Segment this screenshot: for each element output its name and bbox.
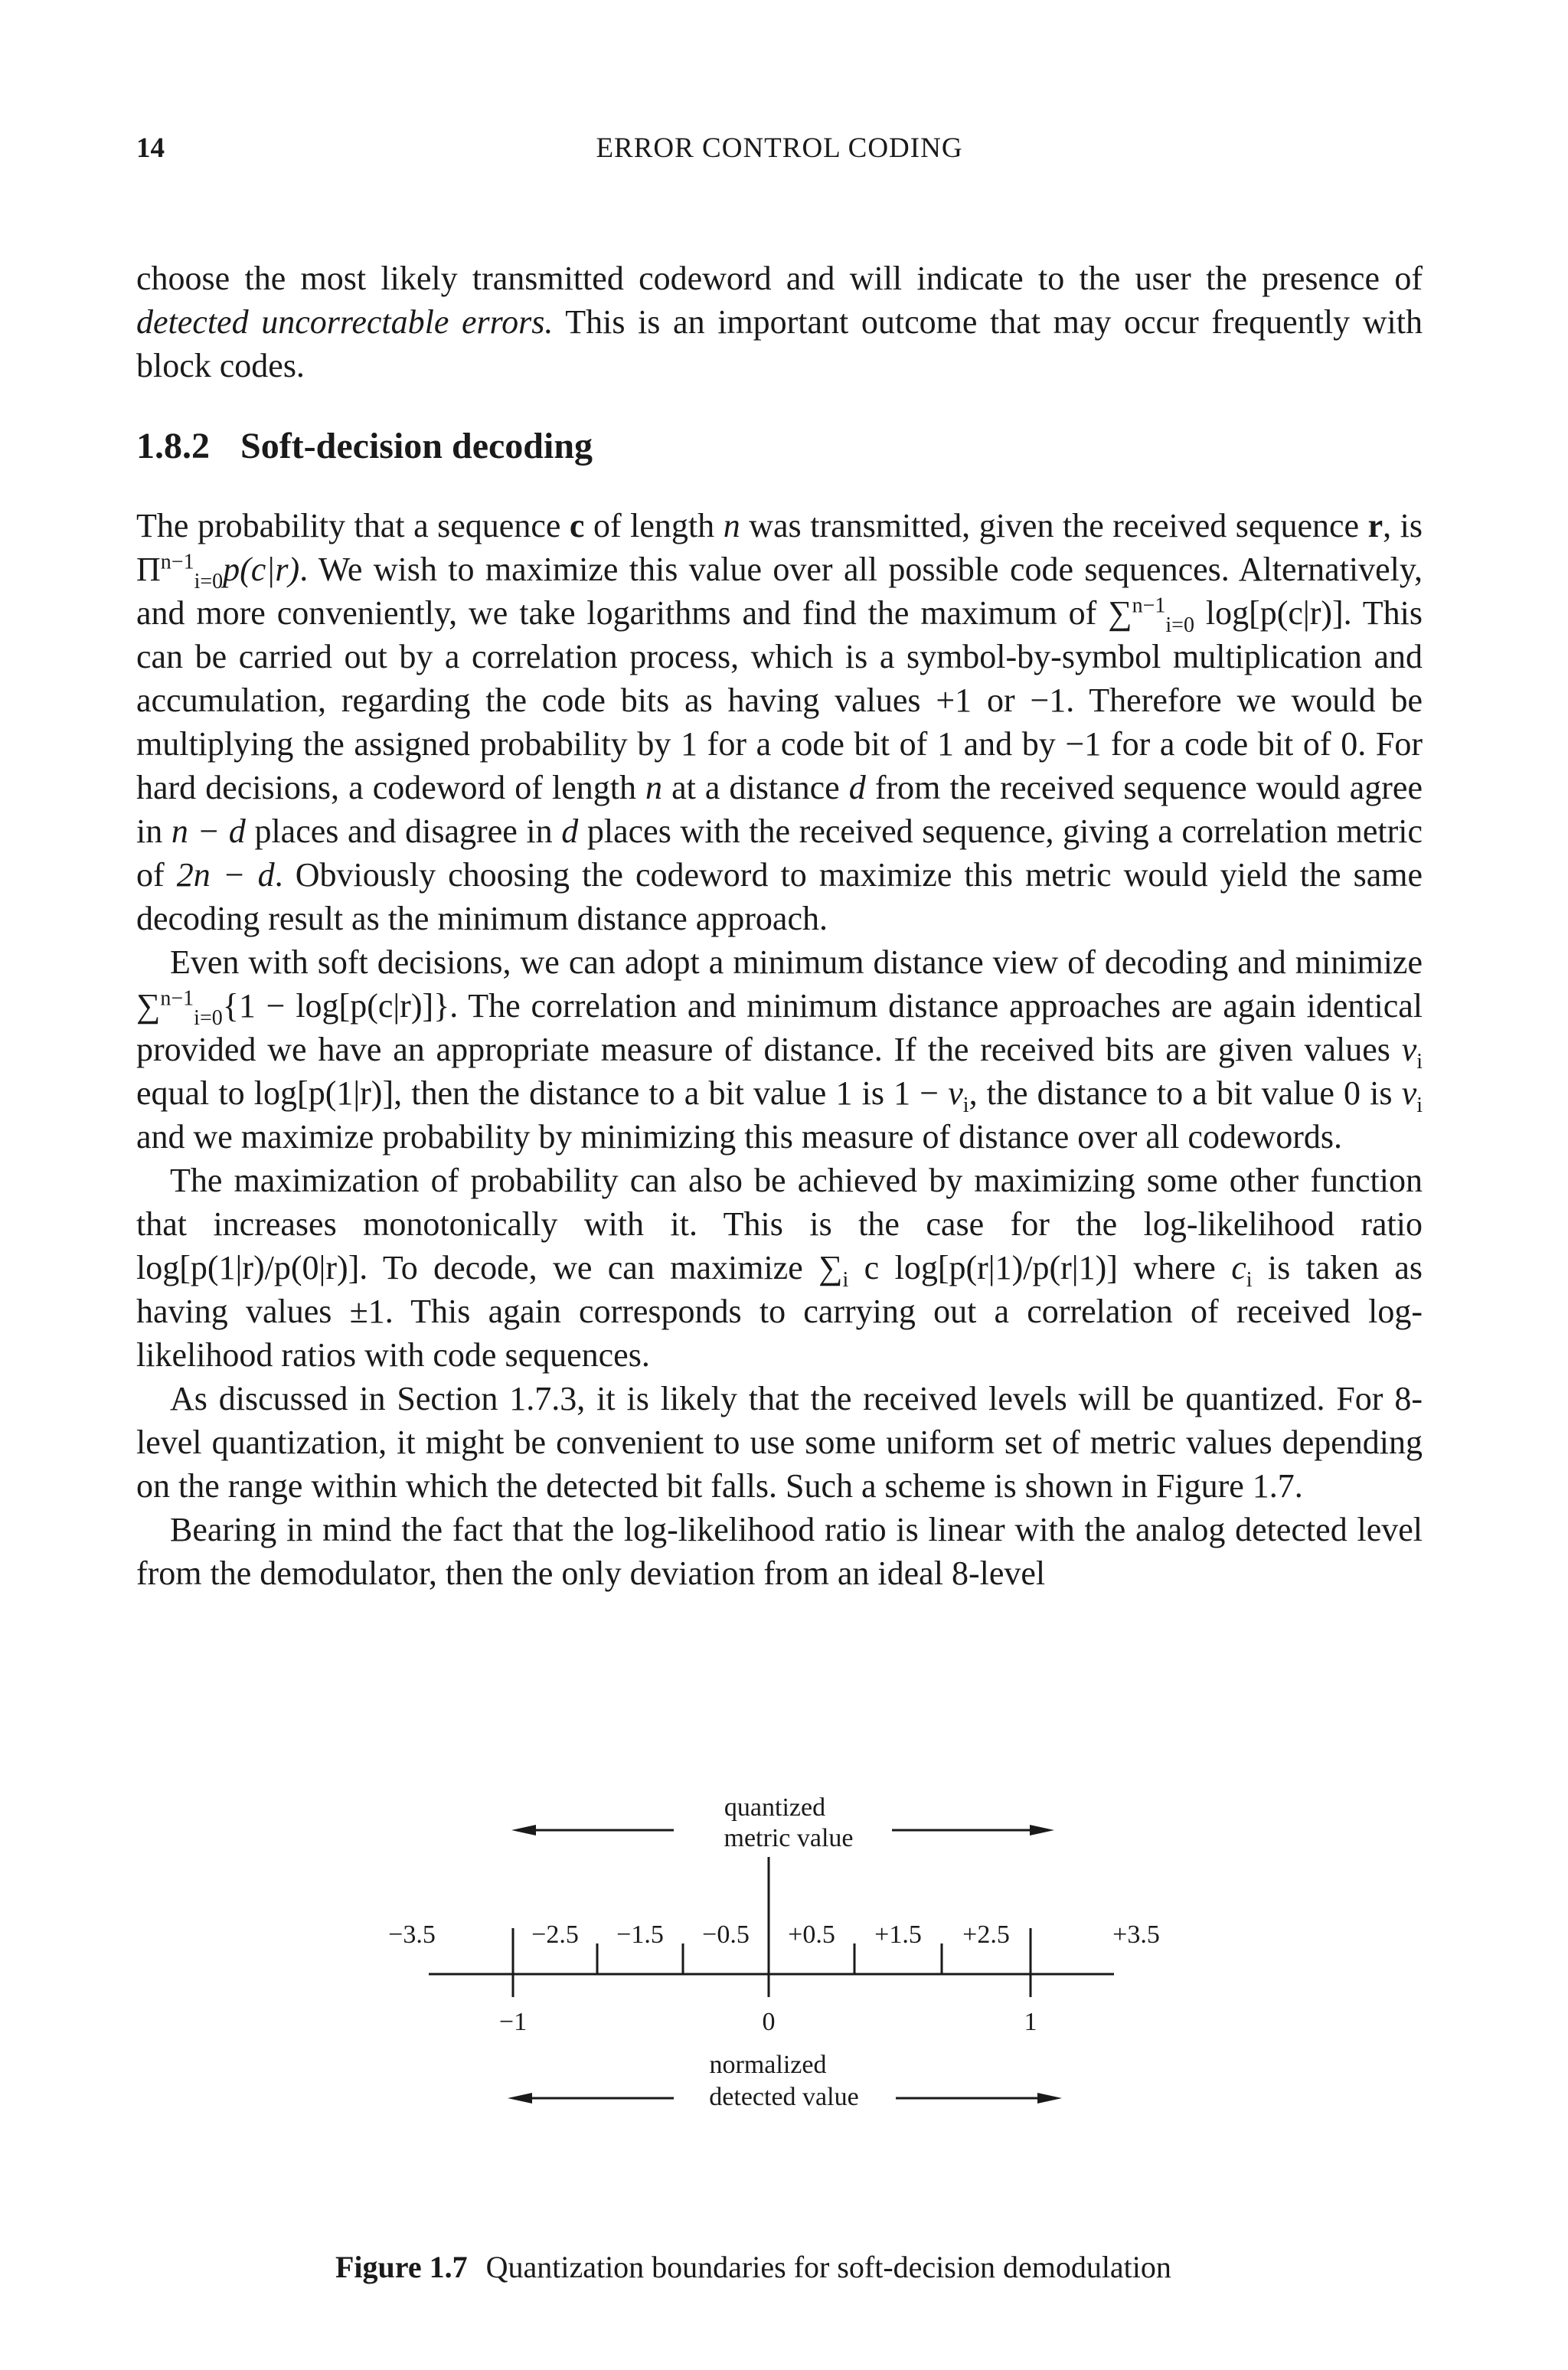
paragraph-4: As discussed in Section 1.7.3, it is likely that the received levels will be quantized. For 8-level quantization, it might be convenient to use some uniform set of metric values depending on the range within which the detected bit falls. Such a scheme is shown in Figure 1.7. <box>136 1380 1423 1505</box>
caption-number: Figure 1.7 <box>335 2250 468 2284</box>
page-number: 14 <box>136 132 165 164</box>
section-title: Soft-decision decoding <box>240 426 593 466</box>
arrowhead-left-icon <box>511 1825 536 1836</box>
arrowhead-right-icon <box>1030 1825 1054 1836</box>
arrowhead-right-icon <box>1037 2093 1062 2104</box>
paragraph-2: Even with soft decisions, we can adopt a minimum distance view of decoding and minimize ∑$^{n-1}_{i=0}${1 − log[p(c|r)]}. The correlation and minimum distance approaches are again identical provided we have an appropriate measure of distance. If the received bits are given values $v_i$ equal to log[p(1|r)], then the distance to a bit value 1 is $1 - v_i$, the distance to a bit value 0 is $v_i$ and we maximize probability by minimizing this measure of distance over all codewords. <box>136 943 1423 1156</box>
metric-value: +3.5 <box>1112 1921 1160 1949</box>
paragraph-5: Bearing in mind the fact that the log-likelihood ratio is linear with the analog detected level from the demodulator, then the only deviation from an ideal 8-level <box>136 1511 1423 1592</box>
section-number: 1.8.2 <box>136 426 210 466</box>
metric-value: +2.5 <box>962 1921 1010 1949</box>
axis-tick-label: −1 <box>498 2008 528 2036</box>
paragraph-3: The maximization of probability can also be achieved by maximizing some other function that increases monotonically with it. This is the case for the log-likelihood ratio log[p(1|r)/p(0|r)]. To decode, we can maximize $\sum_i$ c log[p(r|1)/p(r|1)] where $c_i$ is taken as having values ±1. This again corresponds to carrying out a correlation of received log-likelihood ratios with code sequences. <box>136 1162 1423 1374</box>
bottom-label-line1: normalized <box>709 2051 827 2079</box>
running-head <box>136 132 1423 170</box>
bottom-label-line2: detected value <box>709 2083 859 2111</box>
metric-value: −1.5 <box>616 1921 664 1949</box>
caption-text: Quantization boundaries for soft-decision demodulation <box>485 2250 1171 2284</box>
top-label-line1: quantized <box>724 1793 826 1822</box>
body-text <box>136 504 1423 1595</box>
axis-tick-label: 0 <box>762 2008 776 2036</box>
figure-quantization <box>0 1746 1568 2175</box>
figure-caption <box>335 2249 1407 2285</box>
top-label-line2: metric value <box>724 1824 854 1852</box>
metric-value: −2.5 <box>531 1921 579 1949</box>
axis-tick-label: 1 <box>1024 2008 1037 2036</box>
metric-value: +0.5 <box>788 1921 835 1949</box>
running-title: ERROR CONTROL CODING <box>596 132 963 164</box>
intro-paragraph: choose the most likely transmitted codeword and will indicate to the user the presence of detected uncorrectable errors. This is an important outcome that may occur frequently with block codes. <box>136 260 1423 384</box>
metric-value: −0.5 <box>702 1921 750 1949</box>
paragraph-1: The probability that a sequence c of length n was transmitted, given the received sequence r, is $\Pi^{n-1}_{i=0}p(c|r)$. We wish to maximize this value over all possible code sequences. Alternatively, and more conveniently, we take logarithms and find the maximum of ∑$^{n-1}_{i=0}$ log[p(c|r)]. This can be carried out by a correlation process, which is a symbol-by-symbol multiplication and accumulation, regarding the code bits as having values +1 or −1. Therefore we would be multiplying the assigned probability by 1 for a code bit of 1 and by −1 for a code bit of 0. For hard decisions, a codeword of length n at a distance d from the received sequence would agree in n − d places and disagree in d places with the received sequence, giving a correlation metric of 2n − d. Obviously choosing the codeword to maximize this metric would yield the same decoding result as the minimum distance approach. <box>136 507 1423 937</box>
arrowhead-left-icon <box>508 2093 532 2104</box>
section-heading <box>136 425 593 467</box>
metric-value: +1.5 <box>874 1921 922 1949</box>
metric-value: −3.5 <box>388 1921 436 1949</box>
